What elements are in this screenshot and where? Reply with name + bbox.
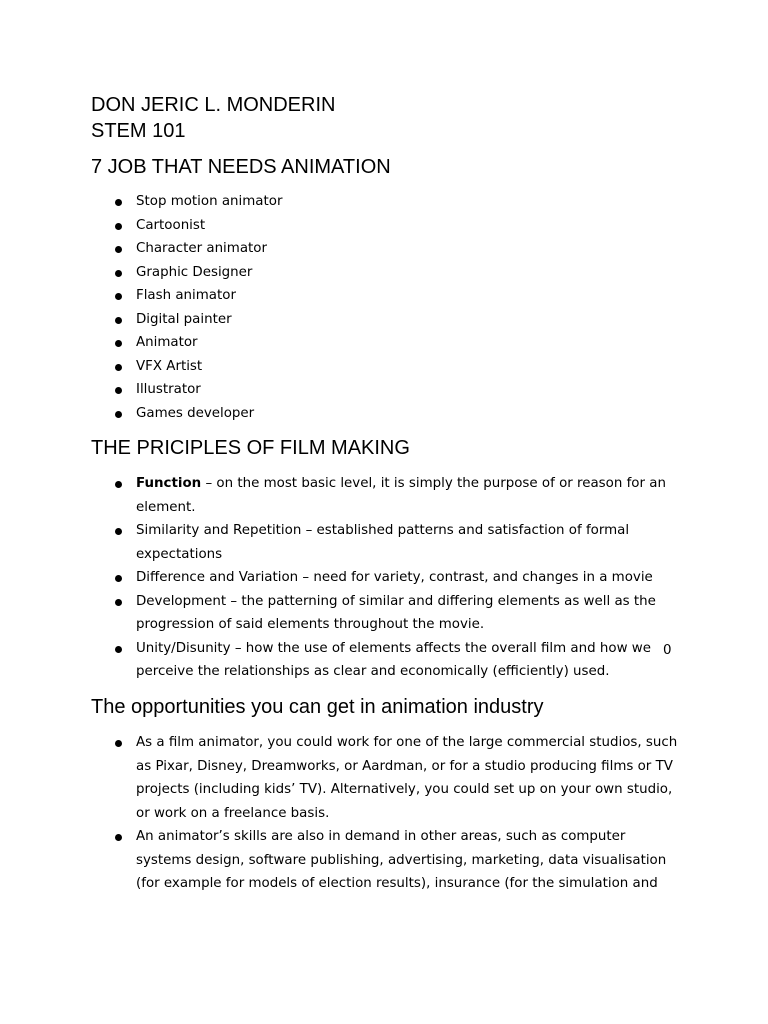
bullet-icon bbox=[115, 246, 122, 253]
bullet-icon bbox=[115, 411, 122, 418]
opportunities-section-title: The opportunities you can get in animation industry bbox=[91, 696, 544, 718]
opportunity-text: An animator’s skills are also in demand in other areas, such as computer systems design, software publishing, advertising, marketing, data visualisation (for example for models of election results), insurance (for the simulation and bbox=[136, 829, 667, 891]
job-label: VFX Artist bbox=[136, 358, 203, 374]
principles-section-title: THE PRICIPLES OF FILM MAKING bbox=[91, 437, 410, 459]
principle-term: Function bbox=[136, 476, 202, 491]
list-item bbox=[0, 308, 768, 332]
bullet-icon bbox=[115, 740, 122, 747]
principles-list bbox=[0, 472, 768, 684]
list-item bbox=[0, 284, 768, 308]
bullet-icon bbox=[115, 834, 122, 841]
principle-text: Development – the patterning of similar and differing elements as well as the progression of said elements throughout the movie. bbox=[136, 593, 656, 632]
job-label: Character animator bbox=[136, 241, 267, 256]
principle-text: Difference and Variation – need for variety, contrast, and changes in a movie bbox=[136, 570, 653, 585]
jobs-section-title: 7 JOB THAT NEEDS ANIMATION bbox=[91, 156, 391, 178]
job-label: Animator bbox=[136, 335, 198, 350]
bullet-icon bbox=[115, 340, 122, 347]
author-name: DON JERIC L. MONDERIN bbox=[91, 94, 336, 116]
principle-text: Similarity and Repetition – established patterns and satisfaction of formal expectations bbox=[136, 523, 630, 562]
bullet-icon bbox=[115, 646, 122, 653]
bullet-icon bbox=[115, 364, 122, 371]
principle-text: – on the most basic level, it is simply the purpose of or reason for an element. bbox=[136, 476, 666, 515]
opportunity-text: As a film animator, you could work for one of the large commercial studios, such as Pixar, Disney, Dreamworks, or Aardman, or for a studio producing films or TV projects (including kids’ TV). Alternatively, you could set up on your own studio, or work on a freelance basis. bbox=[136, 735, 678, 821]
job-label: Stop motion animator bbox=[136, 194, 283, 209]
list-item bbox=[0, 355, 768, 379]
list-item bbox=[0, 378, 768, 402]
bullet-icon bbox=[115, 317, 122, 324]
bullet-icon bbox=[115, 293, 122, 300]
bullet-icon bbox=[115, 528, 122, 535]
list-item bbox=[0, 261, 768, 285]
bullet-icon bbox=[115, 481, 122, 488]
list-item bbox=[0, 590, 768, 637]
bullet-icon bbox=[115, 387, 122, 394]
list-item bbox=[0, 402, 768, 426]
list-item bbox=[0, 637, 768, 684]
job-label: Digital painter bbox=[136, 311, 232, 327]
class-code: STEM 101 bbox=[91, 120, 186, 142]
list-item bbox=[0, 237, 768, 261]
bullet-icon bbox=[115, 223, 122, 230]
job-label: Flash animator bbox=[136, 288, 236, 303]
bullet-icon bbox=[115, 575, 122, 582]
bullet-icon bbox=[115, 599, 122, 606]
bullet-icon bbox=[115, 270, 122, 277]
jobs-list bbox=[0, 190, 768, 425]
job-label: Cartoonist bbox=[136, 217, 206, 233]
list-item bbox=[0, 214, 768, 238]
job-label: Games developer bbox=[136, 405, 255, 421]
list-item bbox=[0, 190, 768, 214]
list-item bbox=[0, 331, 768, 355]
principle-text: Unity/Disunity – how the use of elements affects the overall film and how we perceive the relationships as clear and economically (efficiently) used. bbox=[136, 640, 651, 679]
job-label: Illustrator bbox=[136, 382, 201, 397]
job-label: Graphic Designer bbox=[136, 264, 253, 280]
opportunities-list bbox=[0, 731, 768, 896]
stray-mark: 0 bbox=[663, 643, 672, 658]
list-item bbox=[0, 731, 768, 825]
list-item bbox=[0, 566, 768, 590]
list-item bbox=[0, 825, 768, 896]
bullet-icon bbox=[115, 199, 122, 206]
list-item bbox=[0, 472, 768, 519]
list-item bbox=[0, 519, 768, 566]
